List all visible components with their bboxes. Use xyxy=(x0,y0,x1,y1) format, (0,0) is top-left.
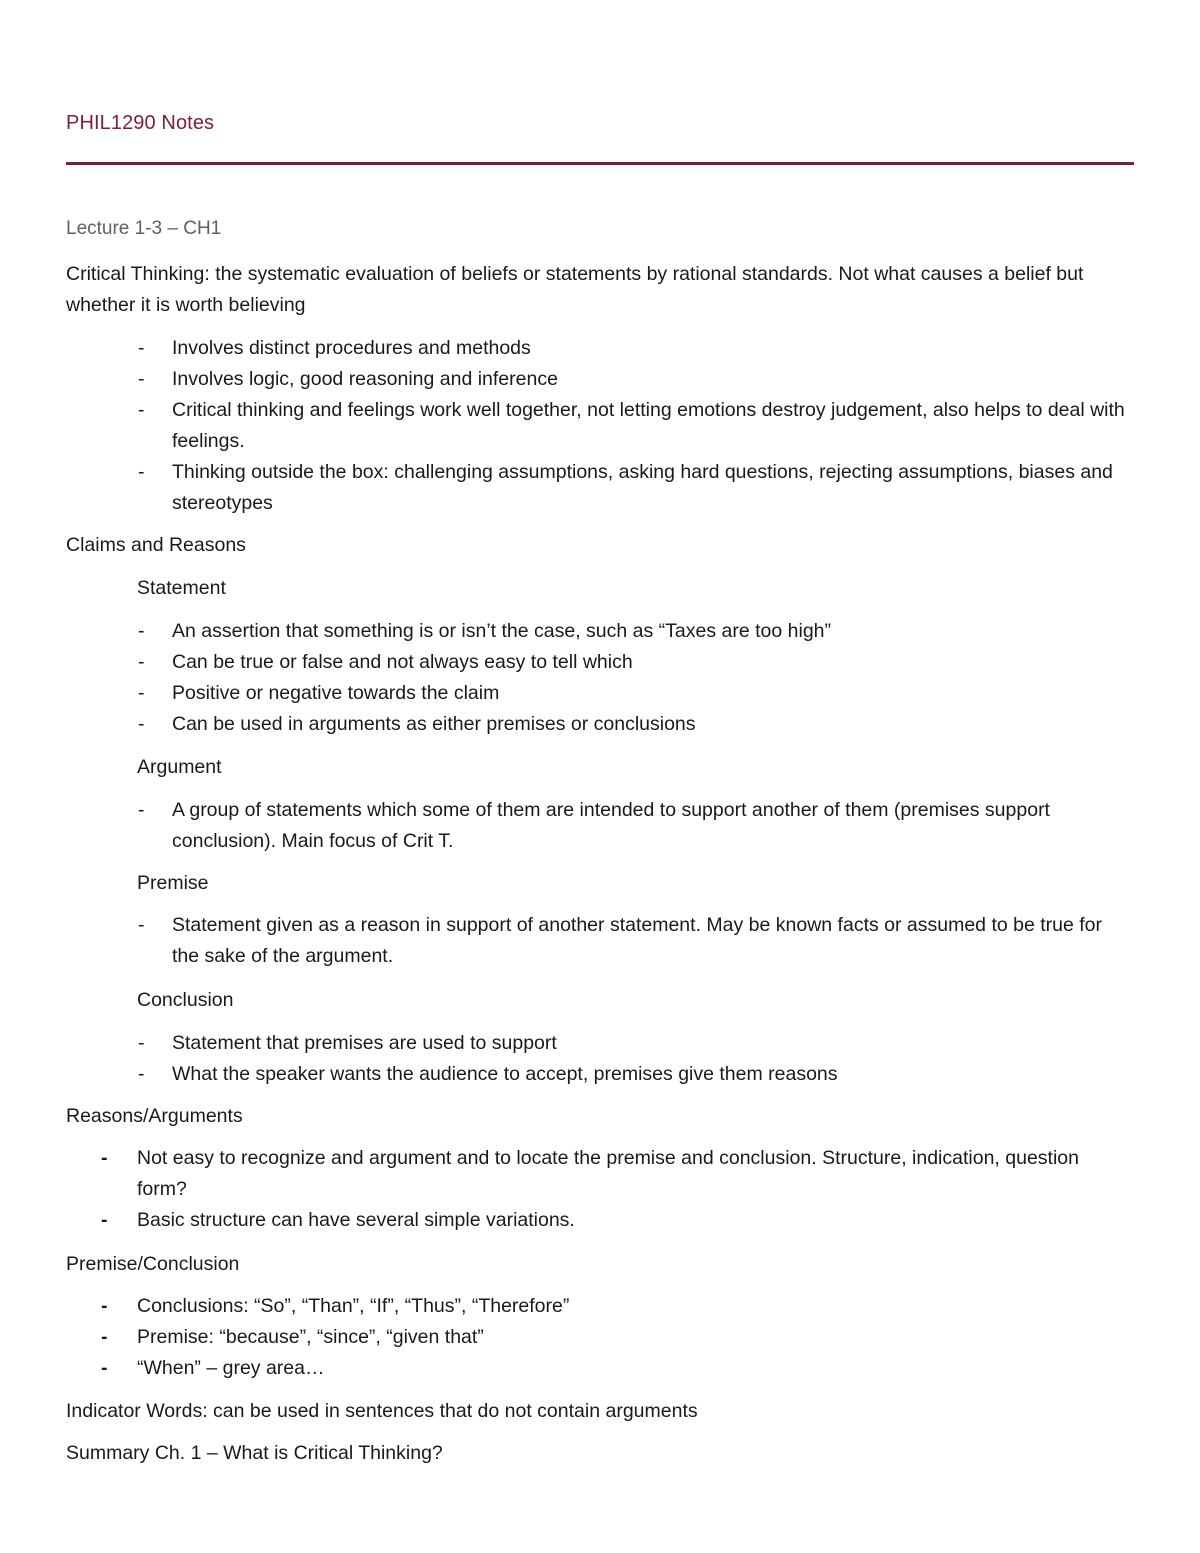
list-item: - What the speaker wants the audience to accept, premises give them reasons xyxy=(172,1059,1134,1090)
section-heading-claims: Claims and Reasons xyxy=(66,534,246,556)
subheading-statement: Statement xyxy=(137,577,226,599)
list-item: - A group of statements which some of them are intended to support another of them (premises support conclusion). Main focus of Crit T. xyxy=(172,795,1134,857)
section-heading-premise-conclusion: Premise/Conclusion xyxy=(66,1253,240,1275)
bullet-dash: - xyxy=(138,914,145,936)
list-item: - Not easy to recognize and argument and to locate the premise and conclusion. Structure, indication, question form? xyxy=(137,1143,1134,1205)
list-item: - Basic structure can have several simple variations. xyxy=(137,1205,1134,1236)
premise-list xyxy=(138,910,1134,972)
subheading-argument: Argument xyxy=(137,756,222,778)
list-item: - Statement given as a reason in support of another statement. May be known facts or assumed to be true for the sake of the argument. xyxy=(172,910,1134,972)
bullet-dash: - xyxy=(101,1295,108,1317)
bullet-dash: - xyxy=(138,1032,145,1054)
statement-list xyxy=(138,616,1134,740)
lecture-heading: Lecture 1-3 – CH1 xyxy=(66,218,222,239)
summary-heading: Summary Ch. 1 – What is Critical Thinking? xyxy=(66,1442,443,1464)
list-item: - Can be used in arguments as either premises or conclusions xyxy=(172,709,1134,740)
bullet-dash: - xyxy=(138,337,145,359)
subheading-premise: Premise xyxy=(137,872,209,894)
bullet-dash: - xyxy=(138,368,145,390)
title-divider xyxy=(66,162,1134,165)
premise-conclusion-list xyxy=(101,1291,1134,1384)
critical-thinking-list xyxy=(138,333,1134,519)
bullet-dash: - xyxy=(138,682,145,704)
critical-thinking-definition: Critical Thinking: the systematic evaluation of beliefs or statements by rational standards. Not what causes a belief but whether it is worth believing xyxy=(66,263,1084,316)
bullet-dash: - xyxy=(138,1063,145,1085)
bullet-dash: - xyxy=(138,461,145,483)
list-item: - “When” – grey area… xyxy=(137,1353,1134,1384)
document-title: PHIL1290 Notes xyxy=(66,112,215,134)
list-item: - Positive or negative towards the claim xyxy=(172,678,1134,709)
list-item: - Involves distinct procedures and methods xyxy=(172,333,1134,364)
bullet-dash: - xyxy=(101,1147,108,1169)
conclusion-list xyxy=(138,1028,1134,1090)
section-heading-reasons-arguments: Reasons/Arguments xyxy=(66,1105,243,1127)
list-item: - Critical thinking and feelings work well together, not letting emotions destroy judgement, also helps to deal with feelings. xyxy=(172,395,1134,457)
reasons-arguments-list xyxy=(101,1143,1134,1236)
list-item: - Conclusions: “So”, “Than”, “If”, “Thus”, “Therefore” xyxy=(137,1291,1134,1322)
bullet-dash: - xyxy=(138,651,145,673)
bullet-dash: - xyxy=(101,1209,108,1231)
list-item: - Involves logic, good reasoning and inference xyxy=(172,364,1134,395)
bullet-dash: - xyxy=(101,1357,108,1379)
list-item: - Thinking outside the box: challenging assumptions, asking hard questions, rejecting assumptions, biases and stereotypes xyxy=(172,457,1134,519)
list-item: - Can be true or false and not always easy to tell which xyxy=(172,647,1134,678)
list-item: - An assertion that something is or isn’t the case, such as “Taxes are too high” xyxy=(172,616,1134,647)
bullet-dash: - xyxy=(138,399,145,421)
bullet-dash: - xyxy=(138,620,145,642)
bullet-dash: - xyxy=(101,1326,108,1348)
argument-list xyxy=(138,795,1134,857)
bullet-dash: - xyxy=(138,799,145,821)
list-item: - Statement that premises are used to support xyxy=(172,1028,1134,1059)
list-item: - Premise: “because”, “since”, “given that” xyxy=(137,1322,1134,1353)
bullet-dash: - xyxy=(138,713,145,735)
indicator-words-text: Indicator Words: can be used in sentences that do not contain arguments xyxy=(66,1400,698,1422)
subheading-conclusion: Conclusion xyxy=(137,989,234,1011)
